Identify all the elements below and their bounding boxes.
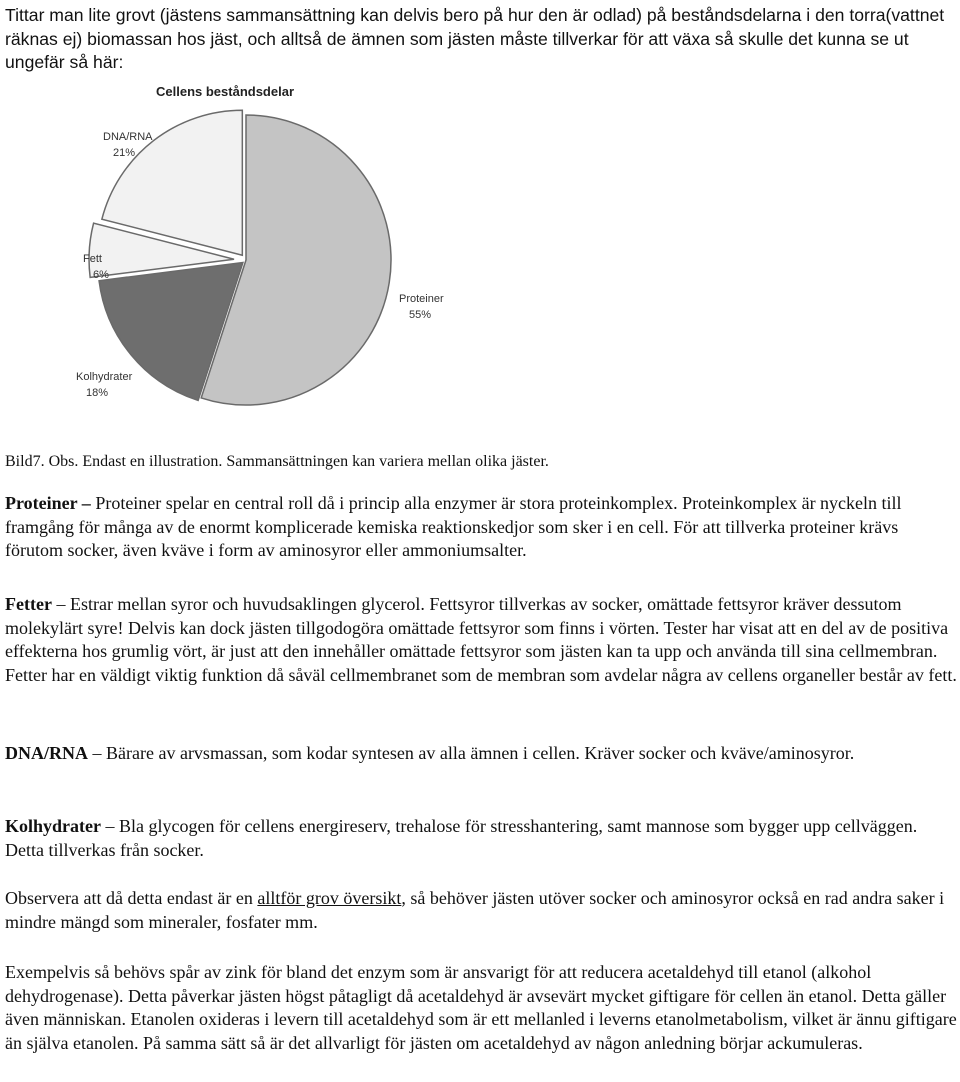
slice-percent-label: 6% [93,269,109,281]
kolhydrater-term: Kolhydrater [5,816,101,836]
fetter-term: Fetter [5,594,52,614]
proteiner-paragraph [5,492,957,563]
dna-text: – Bärare av arvsmassan, som kodar syntesen av alla ämnen i cellen. Kräver socker och kväve/aminosyror. [88,743,855,763]
slice-label: DNA/RNA [103,131,153,143]
observera-underlined: alltför grov översikt [257,888,402,908]
pie-chart [71,80,451,425]
pie-chart-svg [71,80,451,425]
observera-text-after: , så behöver jästen utöver socker och aminosyror också en rad andra saker i mindre mängd som mineraler, fosfater mm. [5,888,945,932]
slice-label: Fett [83,253,102,265]
slice-percent-label: 21% [113,147,136,159]
slice-label: Kolhydrater [76,371,133,383]
fetter-paragraph [5,593,957,687]
dna-term: DNA/RNA [5,743,88,763]
exempelvis-paragraph: Exempelvis så behövs spår av zink för bland det enzym som är ansvarigt för att reducera acetaldehyd till etanol (alkohol dehydrogenase). Detta påverkar jästen högst påtagligt då acetaldehyd är avsevärt mycket giftigare för cellen än etanol. Detta gäller även människan. Etanolen oxideras i levern till acetaldehyd som är ett mellanled i leverns etanolmetabolism, vilket är ännu giftigare än själva etanolen. På samma sätt så är det allvarligt för jästen om acetaldehyd av någon anledning börjar ackumuleras. [5,962,957,1053]
figure-caption: Bild7. Obs. Endast en illustration. Sammansättningen kan variera mellan olika jäster. [5,453,549,470]
chart-title: Cellens beståndsdelar [156,84,294,99]
fetter-text: – Estrar mellan syror och huvudsaklingen glycerol. Fettsyror tillverkas av socker, omättade fettsyror kräver dessutom molekylärt syre! Delvis kan dock jästen tillgodogöra omättade fettsyror som finns i vörten. Tester har visat att en del av de positiva effekterna hos grumlig vört, är just att den innehåller omättade fettsyror som jästen kan ta upp och använda till sina cellmembran. Fetter har en väldigt viktig funktion då såväl cellmembranet som de membran som avdelar några av cellens organeller består av fett. [5,594,957,685]
observera-paragraph [5,887,957,934]
proteiner-term: Proteiner – [5,493,91,513]
kolhydrater-text: – Bla glycogen för cellens energireserv, trehalose för stresshantering, samt mannose som bygger upp cellväggen. Detta tillverkas från socker. [5,816,918,860]
slice-percent-label: 18% [86,387,109,399]
observera-text-before: Observera att då detta endast är en [5,888,258,908]
kolhydrater-paragraph [5,815,957,862]
intro-paragraph: Tittar man lite grovt (jästens sammansättning kan delvis bero på hur den är odlad) på beståndsdelarna i den torra(vattnet räknas ej) biomassan hos jäst, och alltså de ämnen som jästen måste tillverkar för att växa så skulle det kunna se ut ungefär så här: [5,5,945,72]
slice-percent-label: 55% [409,309,432,321]
slice-label: Proteiner [399,293,444,305]
dna-paragraph [5,742,957,766]
proteiner-text: Proteiner spelar en central roll då i princip alla enzymer är stora proteinkomplex. Proteinkomplex är nyckeln till framgång för många av de enormt komplicerade kemiska reaktionskedjor som sker i en cell. För att tillverka proteiner krävs förutom socker, även kväve i form av aminosyror eller ammoniumsalter. [5,493,902,560]
